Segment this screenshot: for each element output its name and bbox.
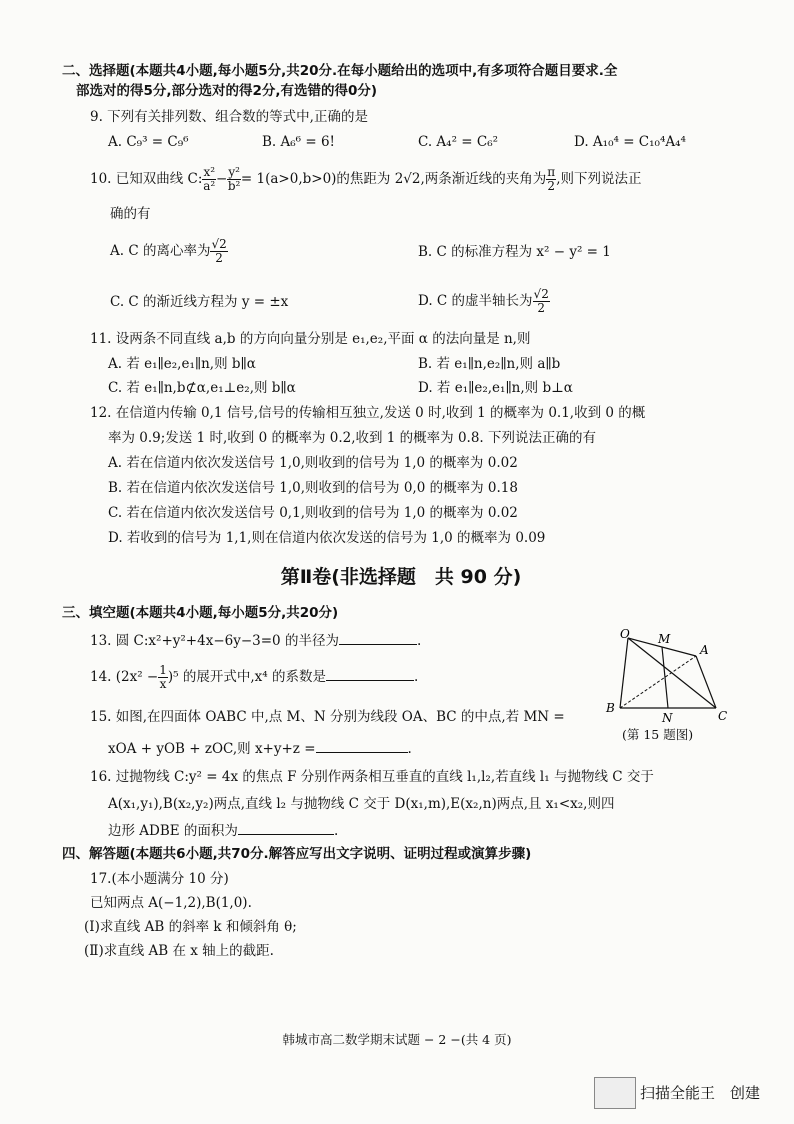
q11-option-a: A. 若 e₁∥e₂,e₁∥n,则 b∥α xyxy=(108,356,256,372)
q10-option-b: B. C 的标准方程为 x² − y² = 1 xyxy=(418,244,611,260)
q11-option-c: C. 若 e₁∥n,b⊄α,e₁⊥e₂,则 b∥α xyxy=(108,380,296,396)
tetrahedron-diagram xyxy=(598,628,728,728)
q15-line2: xOA + yOB + zOC,则 x+y+z = . xyxy=(108,738,412,758)
q14: 14. (2x² − $\frac{1}{x}$ )⁵ 的展开式中,x⁴ 的系数是 . xyxy=(90,663,419,691)
tetrahedron-figure xyxy=(598,628,728,732)
q12-option-a: A. 若在信道内依次发送信号 1,0,则收到的信号为 1,0 的概率为 0.02 xyxy=(108,455,518,471)
q10-option-c: C. C 的渐近线方程为 y = ±x xyxy=(110,294,289,310)
q13: 13. 圆 C:x²+y²+4x−6y−3=0 的半径为 . xyxy=(90,630,421,650)
q13-answer-blank[interactable] xyxy=(339,630,417,645)
q16-line2: A(x₁,y₁),B(x₂,y₂)两点,直线 l₂ 与抛物线 C 交于 D(x₁,m),E(x₂,n)两点,且 x₁<x₂,则四 xyxy=(108,796,615,812)
q10-stem-c: ,则下列说法正 xyxy=(556,171,642,187)
q11-stem: 11. 设两条不同直线 a,b 的方向向量分别是 e₁,e₂,平面 α 的法向量是 n,则 xyxy=(90,331,531,347)
q10-frac-angle: $\frac{\pi}{2}$ xyxy=(547,165,556,193)
camscanner-logo xyxy=(594,1077,636,1109)
page-footer: 韩城市高二数学期末试题 − 2 −(共 4 页) xyxy=(282,1032,512,1047)
q12-option-b: B. 若在信道内依次发送信号 1,0,则收到的信号为 0,0 的概率为 0.18 xyxy=(108,480,518,496)
section-4-title: 四、解答题(本题共6小题,共70分.解答应写出文字说明、证明过程或演算步骤) xyxy=(62,846,532,862)
q9-stem: 9. 下列有关排列数、组合数的等式中,正确的是 xyxy=(90,109,368,125)
q12-stem-line1: 12. 在信道内传输 0,1 信号,信号的传输相互独立,发送 0 时,收到 1 的概率为 0.1,收到 0 的概 xyxy=(90,405,646,421)
q10-stem-b: = 1(a>0,b>0)的焦距为 2√2,两条渐近线的夹角为 xyxy=(240,171,547,187)
q9-option-c: C. A₄² = C₆² xyxy=(418,134,499,150)
q10-stem: 10. 已知双曲线 C: $\frac{\text{x²}}{\text{a²}}$ − $\frac{\text{y²}}{\text{b²}}$ = 1(a>0,b>0)的焦距为 2√2,两条渐近线的夹角为 $\frac{\pi}{2}$ ,则下列说法正 xyxy=(90,165,642,193)
q9-option-b: B. A₆⁶ = 6! xyxy=(262,134,335,150)
q10-frac-x: $\frac{\text{x²}}{\text{a²}}$ xyxy=(203,165,216,193)
q12-stem-line2: 率为 0.9;发送 1 时,收到 0 的概率为 0.2,收到 1 的概率为 0.8. 下列说法正确的有 xyxy=(108,430,597,446)
q12-option-c: C. 若在信道内依次发送信号 0,1,则收到的信号为 1,0 的概率为 0.02 xyxy=(108,505,518,521)
q16-line1: 16. 过抛物线 C:y² = 4x 的焦点 F 分别作两条相互垂直的直线 l₁,l₂,若直线 l₁ 与抛物线 C 交于 xyxy=(90,769,654,785)
q10-option-a: A. C 的离心率为 $\frac{√2}{2}$ xyxy=(110,237,227,265)
q10-frac-y: $\frac{\text{y²}}{\text{b²}}$ xyxy=(227,165,241,193)
q15-line1: 15. 如图,在四面体 OABC 中,点 M、N 分别为线段 OA、BC 的中点,若 MN = xyxy=(90,709,565,725)
q17-part1: (Ⅰ)求直线 AB 的斜率 k 和倾斜角 θ; xyxy=(84,919,297,935)
section-2-title-line1: 二、选择题(本题共4小题,每小题5分,共20分.在每小题给出的选项中,有多项符合题目要求.全 xyxy=(62,63,618,79)
fig-label-m: M xyxy=(658,632,671,646)
q9-option-d: D. A₁₀⁴ = C₁₀⁴A₄⁴ xyxy=(574,134,686,150)
q16-answer-blank[interactable] xyxy=(238,820,334,835)
fig-label-b: B xyxy=(606,701,615,715)
section-2-title-line2: 部选对的得5分,部分选对的得2分,有选错的得0分) xyxy=(76,83,378,99)
q17-given: 已知两点 A(−1,2),B(1,0). xyxy=(90,895,252,911)
camscanner-watermark-text: 扫描全能王 创建 xyxy=(640,1084,761,1102)
q9-option-a: A. C₉³ = C₉⁶ xyxy=(108,134,189,150)
q17-part2: (Ⅱ)求直线 AB 在 x 轴上的截距. xyxy=(84,943,274,959)
part-2-title: 第Ⅱ卷(非选择题 共 90 分) xyxy=(280,566,522,588)
fig-label-a: A xyxy=(700,643,709,657)
q17-head: 17.(本小题满分 10 分) xyxy=(90,871,229,887)
figure-caption: (第 15 题图) xyxy=(622,727,694,742)
fig-label-o: O xyxy=(620,628,630,641)
fig-label-n: N xyxy=(662,711,673,725)
section-3-title: 三、填空题(本题共4小题,每小题5分,共20分) xyxy=(62,605,339,621)
q15-answer-blank[interactable] xyxy=(316,738,408,753)
q14-answer-blank[interactable] xyxy=(326,666,414,681)
q10-option-d: D. C 的虚半轴长为 $\frac{√2}{2}$ xyxy=(418,287,549,315)
q12-option-d: D. 若收到的信号为 1,1,则在信道内依次发送的信号为 1,0 的概率为 0.09 xyxy=(108,530,546,546)
q11-option-d: D. 若 e₁∥e₂,e₁∥n,则 b⊥α xyxy=(418,380,573,396)
fig-label-c: C xyxy=(718,709,728,723)
q16-line3: 边形 ADBE 的面积为 . xyxy=(108,820,338,840)
q10-stem-line2: 确的有 xyxy=(110,206,151,222)
q11-option-b: B. 若 e₁∥n,e₂∥n,则 a∥b xyxy=(418,356,561,372)
q10-stem-a: 10. 已知双曲线 C: xyxy=(90,171,203,187)
